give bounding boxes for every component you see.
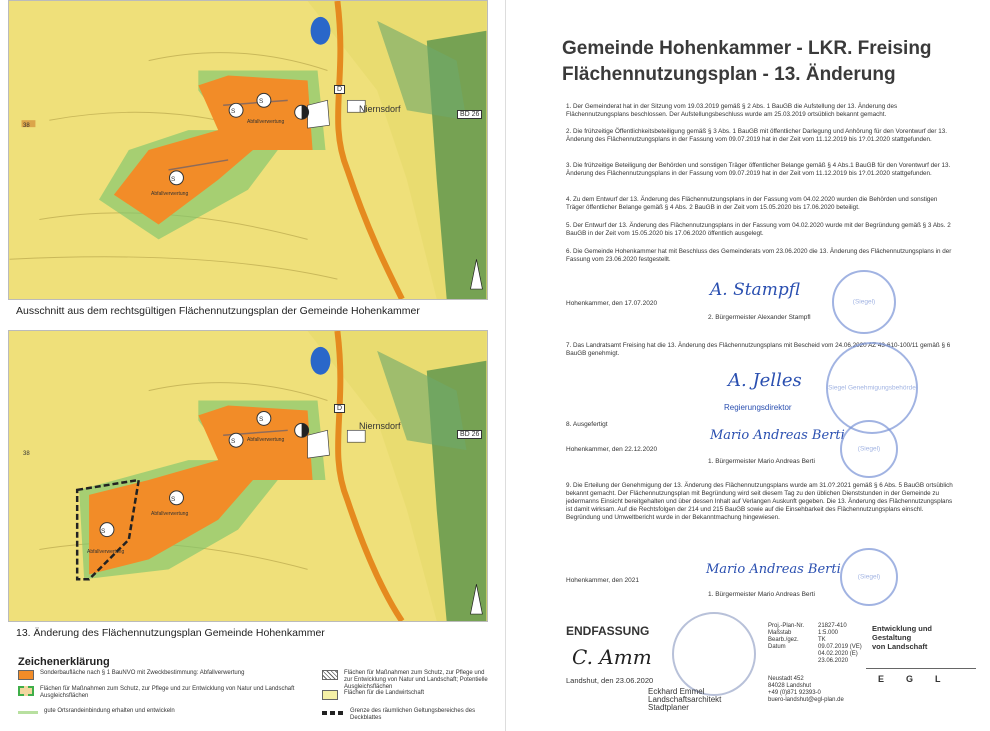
map-bottom-waste2: Abfallverwertung bbox=[151, 511, 189, 517]
divider bbox=[505, 0, 506, 731]
signer-3: 1. Bürgermeister Mario Andreas Berti bbox=[708, 591, 815, 598]
signer-2: 1. Bürgermeister Mario Andreas Berti bbox=[708, 458, 815, 465]
egl-logo: EGL bbox=[878, 674, 963, 684]
legend-label: Sonderbaufläche nach § 1 BauNVO mit Zweckbestimmung: Abfallverwertung bbox=[40, 670, 245, 676]
legend-item-special-area bbox=[18, 670, 308, 680]
address-line: buero-landshut@egl-plan.de bbox=[768, 697, 844, 703]
map-top-s1: S bbox=[259, 98, 264, 105]
project-meta-values bbox=[818, 623, 862, 665]
meta-label: Datum bbox=[768, 644, 786, 650]
legend-label: Flächen für die Landwirtschaft bbox=[344, 690, 425, 696]
egl-divider bbox=[866, 668, 976, 669]
map-top-s2: S bbox=[231, 108, 236, 115]
meta-label: Bearb./gez. bbox=[768, 637, 799, 643]
legend-title: Zeichenerklärung bbox=[18, 656, 110, 668]
green-dashed-swatch-icon bbox=[18, 686, 34, 696]
map-amendment-graphic bbox=[9, 331, 487, 621]
legend-item-potential bbox=[322, 670, 492, 691]
legend-item-edge bbox=[18, 708, 308, 715]
legend-label: Flächen für Maßnahmen zum Schutz, zur Pflege und zur Entwicklung von Natur und Landschaft Ausgleichsflächen bbox=[40, 686, 295, 699]
meta-value: TK bbox=[818, 637, 826, 643]
orange-swatch-icon bbox=[18, 670, 34, 680]
signature-jelles: A. Jelles bbox=[728, 370, 802, 391]
map-bottom-s3: S bbox=[171, 496, 176, 503]
egl-title-line: Entwicklung und bbox=[872, 624, 932, 633]
meta-value: 23.06.2020 bbox=[818, 658, 849, 664]
meta-value: 04.02.2020 (E) bbox=[818, 651, 858, 657]
map-bottom-s4: S bbox=[101, 528, 106, 535]
egl-title-line: von Landschaft bbox=[872, 642, 928, 651]
map-bottom-d: D bbox=[334, 404, 345, 413]
map-current-caption: Ausschnitt aus dem rechtsgültigen Flächennutzungsplan der Gemeinde Hohenkammer bbox=[16, 305, 420, 317]
map-amendment-caption: 13. Änderung des Flächennutzungsplan Gemeinde Hohenkammer bbox=[16, 627, 325, 639]
meta-value: 09.07.2019 (VE) bbox=[818, 644, 862, 650]
meta-value: 21827-410 bbox=[818, 623, 847, 629]
seal-label: (Siegel) bbox=[857, 573, 881, 581]
map-top-route: 38 bbox=[23, 123, 30, 129]
page-title bbox=[562, 36, 932, 88]
address-line: 84028 Landshut bbox=[768, 683, 812, 689]
procedure-step-8: 8. Ausgefertigt bbox=[566, 421, 608, 428]
place-date-2: Hohenkammer, den 22.12.2020 bbox=[566, 446, 658, 453]
map-top-place: Niernsdorf bbox=[359, 104, 401, 114]
legend-label: Flächen für Maßnahmen zum Schutz, zur Pflege und zur Entwicklung von Natur und Landschaft; Potentielle Ausgleichsflächen bbox=[344, 670, 488, 690]
meta-value: 1:5.000 bbox=[818, 630, 839, 636]
regierungsdirektor: Regierungsdirektor bbox=[724, 403, 792, 412]
seal-stamp-2 bbox=[840, 420, 898, 478]
boundary-swatch-icon bbox=[322, 711, 344, 715]
meta-label: Proj.-Plan-Nr. bbox=[768, 623, 805, 629]
planer-role: Landschaftsarchitekt bbox=[648, 695, 722, 704]
egl-title-line: Gestaltung bbox=[872, 633, 912, 642]
legend-item-compensation bbox=[18, 686, 308, 700]
map-bottom-waste3: Abfallverwertung bbox=[87, 549, 125, 555]
seal-label: (Siegel Genehmigungsbehörde) bbox=[825, 384, 919, 392]
procedure-step-2: 2. Die frühzeitige Öffentlichkeitsbeteiligung gemäß § 3 Abs. 1 BauGB mit öffentlicher Darlegung und Anhörung für den Vorentwurf der 13. Änderung des Flächennutzungsplans in der Fassung vom 09.07.2019 hat in der Zeit vom 11.12.2019 bis 1?.01.2020 stattgefunden. bbox=[566, 128, 947, 143]
seal-stamp-3 bbox=[840, 548, 898, 606]
map-bottom-road: BD 26 bbox=[457, 430, 482, 439]
map-top-road: BD 26 bbox=[457, 110, 482, 119]
map-bottom-waste1: Abfallverwertung bbox=[247, 437, 285, 443]
map-bottom-route: 38 bbox=[23, 451, 30, 457]
map-amendment bbox=[8, 330, 488, 622]
address-line: Neustadt 452 bbox=[768, 676, 804, 682]
egl-title bbox=[872, 624, 932, 651]
signature-berti-2: Mario Andreas Berti bbox=[706, 562, 841, 577]
yellow-swatch-icon bbox=[322, 690, 338, 700]
legend-item-agriculture bbox=[322, 690, 492, 700]
procedure-step-5: 5. Der Entwurf der 13. Änderung des Flächennutzungsplans in der Fassung vom 04.02.2020 wurde mit der Begründung gemäß § 3 Abs. 2 BauGB in der Zeit vom 15.05.2020 bis 17.06.2020 öffentlich ausgelegt. bbox=[566, 222, 951, 237]
procedure-step-1: 1. Der Gemeinderat hat in der Sitzung vom 19.03.2019 gemäß § 2 Abs. 1 BauGB die Aufstellung der 13. Änderung des Flächennutzungsplans beschlossen. Der Aufstellungsbeschluss wurde am 25.03.2019 ortsüblich bekannt gemacht. bbox=[566, 103, 898, 118]
signer-1: 2. Bürgermeister Alexander Stampfl bbox=[708, 314, 811, 321]
procedure-step-9: 9. Die Erteilung der Genehmigung der 13. Änderung des Flächennutzungsplans wurde am 31.0?.2021 gemäß § 6 Abs. 5 BauGB ortsüblich bekannt gemacht. Der Flächennutzungsplan mit Begründung wird seit diesem Tag zu den üblichen Dienststunden in der Gemeinde zu jedermanns Einsicht bereitgehalten und über dessen Inhalt auf Verlangen Auskunft gegeben. Die 13. Änderung des Flächennutzungsplans ist damit wirksam. Auf die Rechtsfolgen der 214 und 215 BauGB sowie auf die Einsehbarkeit des Flächennutzungsplans einschl. Begründung und Umweltbericht wurde in der Bekanntmachung hingewiesen. bbox=[566, 482, 953, 521]
place-date-1: Hohenkammer, den 17.07.2020 bbox=[566, 300, 658, 307]
map-bottom-s1: S bbox=[259, 416, 264, 423]
legend-item-boundary bbox=[322, 708, 492, 722]
planer-block bbox=[648, 688, 721, 712]
hatch-swatch-icon bbox=[322, 670, 338, 680]
signature-stampfl: A. Stampfl bbox=[710, 280, 801, 300]
architect-seal-icon bbox=[672, 612, 756, 696]
seal-label: (Siegel) bbox=[852, 298, 876, 306]
map-current-graphic bbox=[9, 1, 487, 299]
endfassung-label: ENDFASSUNG bbox=[566, 624, 650, 638]
procedure-step-7: 7. Das Landratsamt Freising hat die 13. Änderung des Flächennutzungsplans mit Bescheid vom 24.06.2020 AZ 43-610-100/11 gemäß § 6 BauGB genehmigt. bbox=[566, 342, 951, 357]
seal-stamp-1 bbox=[832, 270, 896, 334]
map-top-waste2: Abfallverwertung bbox=[151, 191, 189, 197]
meta-label: Maßstab bbox=[768, 630, 792, 636]
seal-label: (Siegel) bbox=[857, 445, 881, 453]
map-top-waste1: Abfallverwertung bbox=[247, 119, 285, 125]
procedure-step-3: 3. Die frühzeitige Beteiligung der Behörden und sonstigen Träger öffentlicher Belange gemäß § 4 Abs.1 BauGB für den Vorentwurf der 13. Änderung des Flächennutzungsplans in der Fassung vom 09.07.2019 hat in der Zeit vom 11.12.2019 bis 1?.01.2020 stattgefunden. bbox=[566, 162, 951, 177]
green-line-swatch-icon bbox=[18, 711, 38, 714]
planer-signature-icon: C. Amm bbox=[572, 645, 652, 669]
office-address bbox=[768, 676, 844, 704]
procedure-step-4: 4. Zu dem Entwurf der 13. Änderung des Flächennutzungsplans in der Fassung vom 04.02.2020 wurden die Behörden und sonstigen Träger öffentlicher Belange gemäß § 4 Abs. 2 BauGB in der Zeit vom 15.05.2020 bis 17.06.2020 beteiligt. bbox=[566, 196, 938, 211]
address-line: +49 (0)871 92393-0 bbox=[768, 690, 821, 696]
map-top-d: D bbox=[334, 85, 345, 94]
planer-name: Eckhard Emmel bbox=[648, 687, 705, 696]
map-current-plan bbox=[8, 0, 488, 300]
map-bottom-s2: S bbox=[231, 438, 236, 445]
place-date-3: Hohenkammer, den 2021 bbox=[566, 577, 639, 584]
landshut-date: Landshut, den 23.06.2020 bbox=[566, 676, 654, 685]
legend-label: gute Ortsrandeinbindung erhalten und entwickeln bbox=[44, 708, 175, 714]
legend-label: Grenze des räumlichen Geltungsbereiches des Deckblattes bbox=[350, 708, 476, 721]
signature-berti-1: Mario Andreas Berti bbox=[710, 428, 845, 443]
title-line-1: Gemeinde Hohenkammer - LKR. Freising bbox=[562, 38, 932, 59]
map-bottom-place: Niernsdorf bbox=[359, 421, 401, 431]
procedure-step-6: 6. Die Gemeinde Hohenkammer hat mit Beschluss des Gemeinderats vom 23.06.2020 die 13. Änderung des Flächennutzungsplans in der Fassung vom 23.06.2020 festgestellt. bbox=[566, 248, 952, 263]
map-top-s3: S bbox=[171, 176, 176, 183]
title-line-2: Flächennutzungsplan - 13. Änderung bbox=[562, 64, 896, 85]
planer-role-2: Stadtplaner bbox=[648, 703, 689, 712]
project-meta-labels bbox=[768, 623, 804, 651]
